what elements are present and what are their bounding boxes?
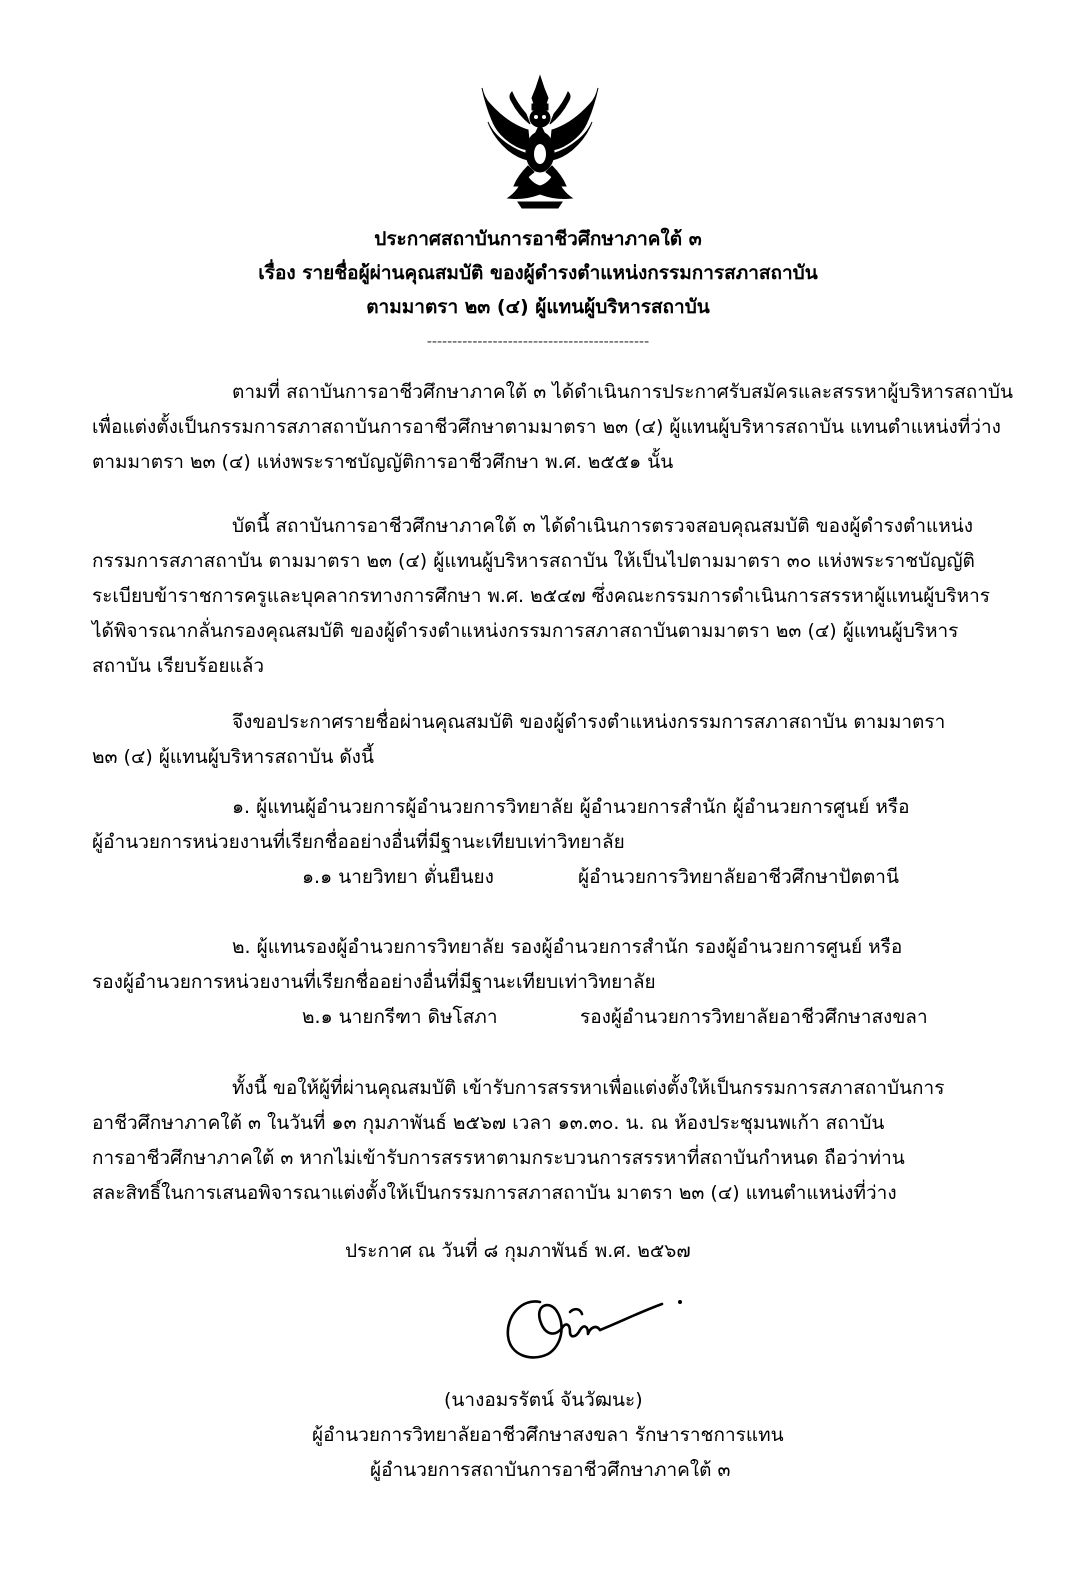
document-subject-line2: ตามมาตรา ๒๓ (๔) ผู้แทนผู้บริหารสถาบัน — [366, 296, 710, 318]
item2-line1: ๒. ผู้แทนรองผู้อำนวยการวิทยาลัย รองผู้อำนวยการสำนัก รองผู้อำนวยการศูนย์ หรือ — [232, 936, 903, 958]
para2-line1: บัดนี้ สถาบันการอาชีวศึกษาภาคใต้ ๓ ได้ดำเนินการตรวจสอบคุณสมบัติ ของผู้ดำรงตำแหน่ง — [232, 515, 974, 537]
para4-line2: อาชีวศึกษาภาคใต้ ๓ ในวันที่ ๑๓ กุมภาพันธ์ ๒๕๖๗ เวลา ๑๓.๓๐. น. ณ ห้องประชุมนพเก้า สถาบัน — [92, 1112, 885, 1134]
para3-line2: ๒๓ (๔) ผู้แทนผู้บริหารสถาบัน ดังนี้ — [92, 746, 374, 768]
para1-line1: ตามที่ สถาบันการอาชีวศึกษาภาคใต้ ๓ ได้ดำเนินการประกาศรับสมัครและสรรหาผู้บริหารสถาบัน — [232, 381, 1013, 403]
handwritten-signature — [500, 1288, 700, 1368]
document-title: ประกาศสถาบันการอาชีวศึกษาภาคใต้ ๓ — [374, 228, 702, 250]
item1-entry-position: ผู้อำนวยการวิทยาลัยอาชีวศึกษาปัตตานี — [578, 866, 899, 888]
signatory-name: (นางอมรรัตน์ จันวัฒนะ) — [444, 1389, 643, 1411]
item1-entry-name: ๑.๑ นายวิทยา ตั่นยืนยง — [302, 866, 494, 888]
para2-line4: ได้พิจารณากลั่นกรองคุณสมบัติ ของผู้ดำรงตำแหน่งกรรมการสภาสถาบันตามมาตรา ๒๓ (๔) ผู้แทนผู้บริหาร — [92, 620, 959, 642]
para2-line5: สถาบัน เรียบร้อยแล้ว — [92, 655, 265, 677]
announcement-date: ประกาศ ณ วันที่ ๘ กุมภาพันธ์ พ.ศ. ๒๕๖๗ — [345, 1240, 691, 1262]
item1-line1: ๑. ผู้แทนผู้อำนวยการผู้อำนวยการวิทยาลัย ผู้อำนวยการสำนัก ผู้อำนวยการศูนย์ หรือ — [232, 796, 910, 818]
document-subject: เรื่อง รายชื่อผู้ผ่านคุณสมบัติ ของผู้ดำรงตำแหน่งกรรมการสภาสถาบัน — [258, 262, 818, 284]
item2-entry-position: รองผู้อำนวยการวิทยาลัยอาชีวศึกษาสงขลา — [580, 1006, 928, 1028]
para1-line3: ตามมาตรา ๒๓ (๔) แห่งพระราชบัญญัติการอาชีวศึกษา พ.ศ. ๒๕๕๑ นั้น — [92, 451, 674, 473]
para4-line1: ทั้งนี้ ขอให้ผู้ที่ผ่านคุณสมบัติ เข้ารับการสรรหาเพื่อแต่งตั้งให้เป็นกรรมการสภาสถาบันการ — [232, 1077, 945, 1099]
signatory-position-1: ผู้อำนวยการวิทยาลัยอาชีวศึกษาสงขลา รักษาราชการแทน — [312, 1424, 784, 1446]
para3-line1: จึงขอประกาศรายชื่อผ่านคุณสมบัติ ของผู้ดำรงตำแหน่งกรรมการสภาสถาบัน ตามมาตรา — [232, 711, 946, 733]
para4-line3: การอาชีวศึกษาภาคใต้ ๓ หากไม่เข้ารับการสรรหาตามกระบวนการสรรหาที่สถาบันกำหนด ถือว่าท่าน — [92, 1147, 905, 1169]
para4-line4: สละสิทธิ์ในการเสนอพิจารณาแต่งตั้งให้เป็นกรรมการสภาสถาบัน มาตรา ๒๓ (๔) แทนตำแหน่งที่ว่าง — [92, 1182, 897, 1204]
item2-entry-name: ๒.๑ นายกรีฑา ดิษโสภา — [302, 1006, 498, 1028]
header-divider: -------------------------------------------- — [426, 334, 650, 350]
signatory-position-2: ผู้อำนวยการสถาบันการอาชีวศึกษาภาคใต้ ๓ — [370, 1459, 731, 1481]
para2-line2: กรรมการสภาสถาบัน ตามมาตรา ๒๓ (๔) ผู้แทนผู้บริหารสถาบัน ให้เป็นไปตามมาตรา ๓๐ แห่งพระราชบัญญัติ — [92, 550, 975, 572]
item1-line2: ผู้อำนวยการหน่วยงานที่เรียกชื่ออย่างอื่นที่มีฐานะเทียบเท่าวิทยาลัย — [92, 831, 625, 853]
para2-line3: ระเบียบข้าราชการครูและบุคลากรทางการศึกษา พ.ศ. ๒๕๔๗ ซึ่งคณะกรรมการดำเนินการสรรหาผู้แทนผู้บริหาร — [92, 585, 991, 607]
item2-line2: รองผู้อำนวยการหน่วยงานที่เรียกชื่ออย่างอื่นที่มีฐานะเทียบเท่าวิทยาลัย — [92, 971, 656, 993]
garuda-emblem — [478, 74, 602, 210]
para1-line2: เพื่อแต่งตั้งเป็นกรรมการสภาสถาบันการอาชีวศึกษาตามมาตรา ๒๓ (๔) ผู้แทนผู้บริหารสถาบัน แทนตำแหน่งที่ว่าง — [92, 416, 1001, 438]
